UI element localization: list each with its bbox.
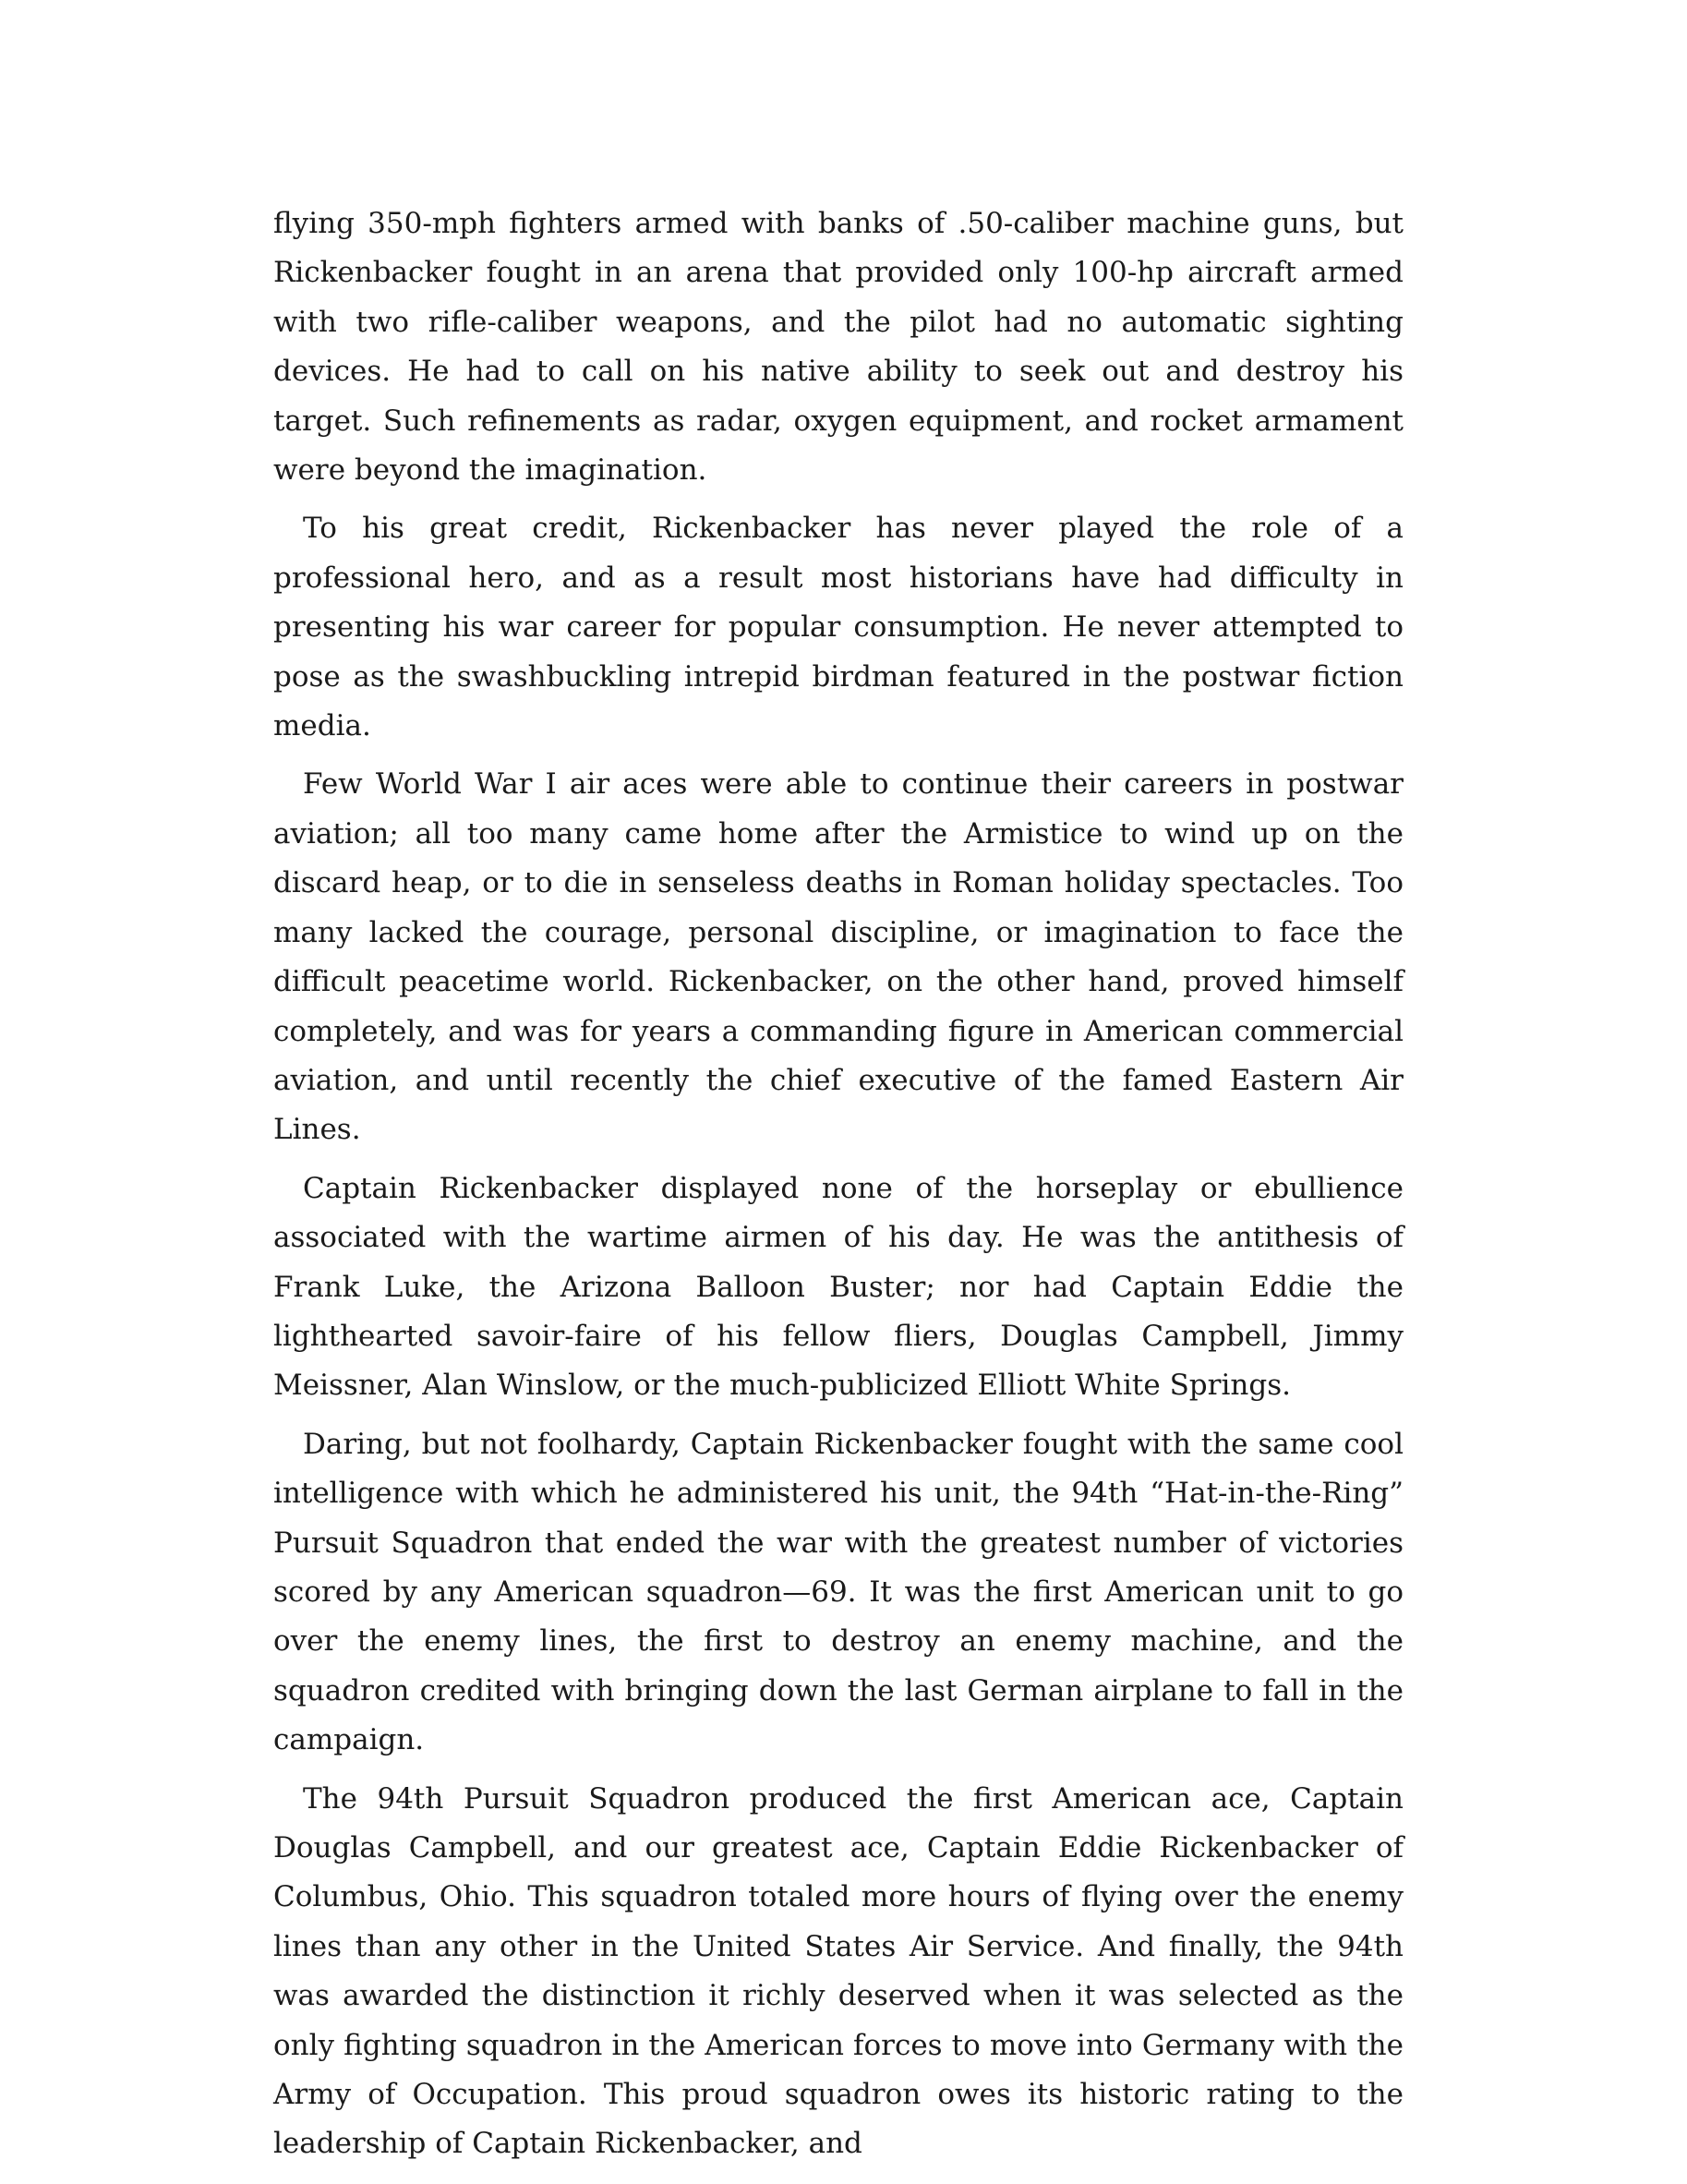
paragraph-6: The 94th Pursuit Squadron produced the first American ace, Captain Douglas Campbell, and our greatest ace, Captain Eddie Rickenbacker of Columbus, Ohio. This squadron totaled more hours of flying over the enemy lines than any other in the United States Air Service. And finally, the 94th was awarded the distinction it richly deserved when it was selected as the only fighting squadron in the American forces to move into Germany with the Army of Occupation. This proud squadron owes its historic rating to the leadership of Captain Rickenbacker, and — [273, 1781, 1404, 2161]
body-text — [273, 199, 1404, 2178]
paragraph-4: Captain Rickenbacker displayed none of the horseplay or ebullience associated with the wartime airmen of his day. He was the antithesis of Frank Luke, the Arizona Balloon Buster; nor had Captain Eddie the lighthearted savoir-faire of his fellow fliers, Douglas Campbell, Jimmy Meissner, Alan Winslow, or the much-publicized Elliott White Springs. — [273, 1171, 1404, 1403]
paragraph-5: Daring, but not foolhardy, Captain Rickenbacker fought with the same cool intelligence with which he administered his unit, the 94th “Hat-in-the-Ring” Pursuit Squadron that ended the war with the greatest number of victories scored by any American squadron—69. It was the first American unit to go over the enemy lines, the first to destroy an enemy machine, and the squadron credited with bringing down the last German airplane to fall in the campaign. — [273, 1427, 1404, 1757]
paragraph-1: flying 350-mph fighters armed with banks of .50-caliber machine guns, but Rickenbacker fought in an arena that provided only 100-hp aircraft armed with two rifle-caliber weapons, and the pilot had no automatic sighting devices. He had to call on his native ability to seek out and destroy his target. Such refinements as radar, oxygen equipment, and rocket armament were beyond the imagination. — [273, 207, 1404, 488]
paragraph-2: To his great credit, Rickenbacker has never played the role of a professional hero, and as a result most historians have had difficulty in presenting his war career for popular consumption. He never attempted to pose as the swashbuckling intrepid birdman featured in the postwar fiction media. — [273, 512, 1404, 743]
paragraph-3: Few World War I air aces were able to continue their careers in postwar aviation; all too many came home after the Armistice to wind up on the discard heap, or to die in senseless deaths in Roman holiday spectacles. Too many lacked the courage, personal discipline, or imagination to face the difficult peacetime world. Rickenbacker, on the other hand, proved himself completely, and was for years a commanding figure in American commercial aviation, and until recently the chief executive of the famed Eastern Air Lines. — [273, 767, 1404, 1147]
